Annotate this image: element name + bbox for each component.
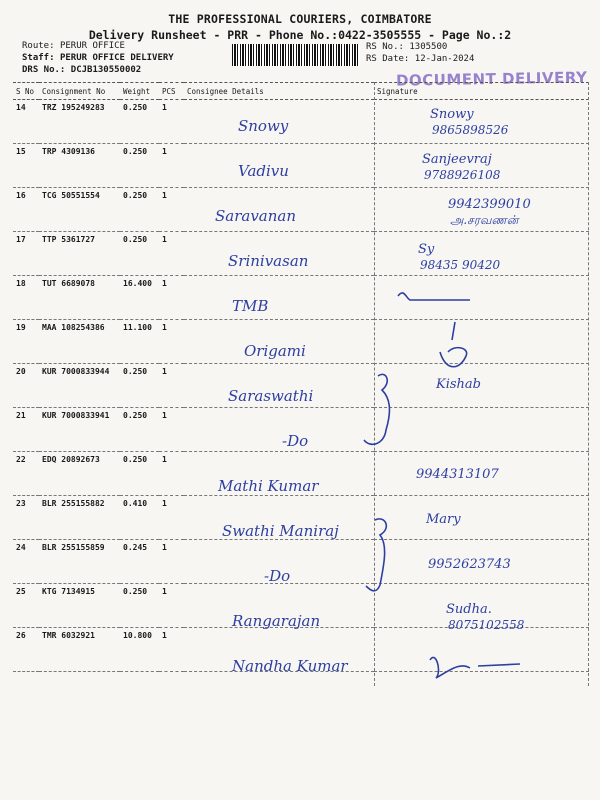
cell-weight: 0.250 [120, 232, 159, 276]
handwritten-signature: Sudha. [446, 602, 492, 617]
cell-weight: 16.400 [120, 276, 159, 320]
cell-weight: 11.100 [120, 320, 159, 364]
cell-consignment: BLR 255155859 [39, 540, 120, 584]
cell-weight: 0.245 [120, 540, 159, 584]
cell-weight: 0.250 [120, 584, 159, 628]
cell-consignment: TUT 6689078 [39, 276, 120, 320]
cell-weight: 0.250 [120, 408, 159, 452]
col-pcs: PCS [159, 83, 184, 100]
cell-consignment: MAA 108254386 [39, 320, 120, 364]
cell-pcs: 1 [159, 276, 184, 320]
nandha-signature-mark [430, 657, 520, 678]
handwritten-phone-note: 8075102558 [448, 618, 525, 632]
handwritten-consignee: Nandha Kumar [232, 657, 348, 675]
cell-sno: 16 [13, 188, 39, 232]
route-value: PERUR OFFICE [59, 41, 125, 51]
handwritten-consignee: Origami [244, 342, 306, 360]
runsheet-title: Delivery Runsheet - PRR - Phone No.:0422-3505555 - Page No.:2 [88, 28, 512, 42]
cell-weight: 0.410 [120, 496, 159, 540]
col-consignee: Consignee Details [184, 83, 374, 100]
cell-sno: 19 [13, 320, 39, 364]
cell-sno: 14 [13, 100, 39, 144]
cell-sno: 23 [13, 496, 39, 540]
col-signature: Signature [374, 83, 589, 100]
handwritten-consignee: Vadivu [238, 162, 289, 180]
col-sno: S No [13, 83, 39, 100]
cell-pcs: 1 [159, 584, 184, 628]
handwritten-phone-note: அ.சரவணன் [450, 213, 519, 227]
rs-date-label: RS Date: [366, 54, 410, 64]
cell-pcs: 1 [159, 144, 184, 188]
cell-sno: 21 [13, 408, 39, 452]
drs-value: DCJB130550002 [70, 65, 142, 75]
cell-sno: 18 [13, 276, 39, 320]
rs-no-value: 1305500 [409, 42, 448, 52]
saraswathi-bracket-mark [364, 374, 389, 444]
handwritten-consignee: Srinivasan [228, 252, 309, 270]
cell-sno: 22 [13, 452, 39, 496]
cell-sno: 20 [13, 364, 39, 408]
staff-value: PERUR OFFICE DELIVERY [59, 53, 174, 63]
cell-pcs: 1 [159, 100, 184, 144]
cell-weight: 0.250 [120, 144, 159, 188]
cell-consignment: KTG 7134915 [39, 584, 120, 628]
cell-pcs: 1 [159, 628, 184, 672]
cell-sno: 24 [13, 540, 39, 584]
handwritten-phone-note: 98435 90420 [420, 258, 501, 272]
handwritten-signature: 9942399010 [448, 197, 531, 212]
cell-consignment: TRP 4309136 [39, 144, 120, 188]
cell-pcs: 1 [159, 540, 184, 584]
handwritten-consignee: Saraswathi [228, 387, 314, 405]
cell-pcs: 1 [159, 496, 184, 540]
company-title: THE PROFESSIONAL COURIERS, COIMBATORE [168, 12, 432, 26]
handwritten-signature: Sanjeevraj [422, 152, 492, 167]
cell-consignment: EDQ 20892673 [39, 452, 120, 496]
swathi-bracket-mark [366, 519, 386, 591]
handwritten-consignee: Rangarajan [232, 612, 321, 630]
handwritten-consignee: Mathi Kumar [218, 477, 319, 495]
cell-consignment: KUR 7000833941 [39, 408, 120, 452]
route-label: Route: [22, 41, 55, 51]
cell-consignment: TRZ 195249283 [39, 100, 120, 144]
handwritten-consignee: Snowy [238, 117, 289, 135]
handwritten-phone-note: 9788926108 [424, 168, 501, 182]
cell-consignment: TCG 50551554 [39, 188, 120, 232]
handwritten-consignee: TMB [232, 297, 269, 315]
rs-no-label: RS No.: [366, 42, 404, 52]
cell-sno: 26 [13, 628, 39, 672]
handwritten-phone-note: 9865898526 [432, 123, 509, 137]
handwritten-signature: Snowy [430, 107, 474, 122]
cell-weight: 0.250 [120, 452, 159, 496]
handwritten-signature: Kishab [436, 377, 481, 392]
col-weight: Weight [120, 83, 159, 100]
handwritten-signature: 9952623743 [428, 557, 511, 572]
tmb-signature-mark [398, 293, 470, 300]
cell-pcs: 1 [159, 452, 184, 496]
cell-pcs: 1 [159, 232, 184, 276]
cell-pcs: 1 [159, 188, 184, 232]
col-consignment: Consignment No [39, 83, 120, 100]
rs-date-value: 12-Jan-2024 [414, 54, 475, 64]
handwritten-signature: Sy [418, 242, 435, 257]
cell-weight: 0.250 [120, 364, 159, 408]
cell-pcs: 1 [159, 408, 184, 452]
document-delivery-stamp: DOCUMENT DELIVERY [395, 68, 588, 90]
origami-signature-mark [440, 322, 467, 367]
handwritten-consignee: Saravanan [215, 207, 297, 225]
cell-weight: 10.800 [120, 628, 159, 672]
handwritten-signature: Mary [426, 512, 461, 527]
cell-weight: 0.250 [120, 100, 159, 144]
handwritten-consignee: Swathi Maniraj [222, 522, 339, 540]
cell-pcs: 1 [159, 364, 184, 408]
handwritten-signature: 9944313107 [416, 467, 499, 482]
cell-sno: 25 [13, 584, 39, 628]
staff-label: Staff: [22, 53, 55, 63]
handwritten-consignee: -Do [282, 432, 309, 450]
cell-consignment: BLR 255155882 [39, 496, 120, 540]
handwritten-consignee: -Do [264, 567, 291, 585]
cell-weight: 0.250 [120, 188, 159, 232]
drs-label: DRS No.: [22, 65, 66, 75]
cell-pcs: 1 [159, 320, 184, 364]
cell-consignment: TTP 5361727 [39, 232, 120, 276]
cell-sno: 17 [13, 232, 39, 276]
cell-consignment: TMR 6032921 [39, 628, 120, 672]
cell-sno: 15 [13, 144, 39, 188]
cell-consignment: KUR 7000833944 [39, 364, 120, 408]
